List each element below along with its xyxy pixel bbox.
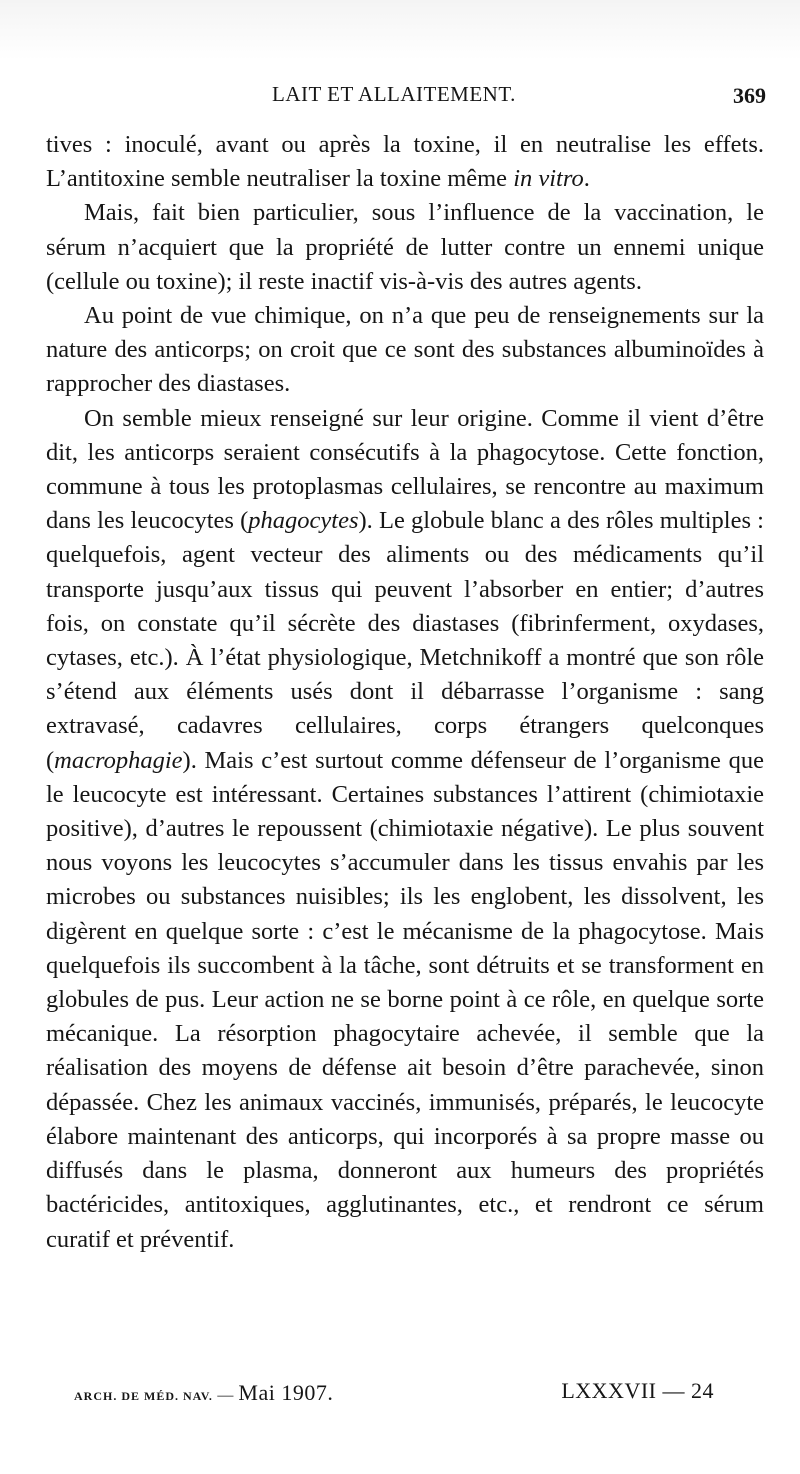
journal-name: ARCH. DE MÉD. NAV. [74,1389,213,1403]
paragraph: On semble mieux renseigné sur leur origine. Comme il vient d’être dit, les anticorps seraient consécutifs à la phagocytose. Cette fonction, commune à tous les protoplasmas cellulaires, se rencontre au maximum dans les leucocytes (phagocytes). Le globule blanc a des rôles multiples : quelquefois, agent vecteur des aliments ou des médicaments qu’il transporte jusqu’aux tissus qui peuvent l’absorber en entier; d’autres fois, on constate qu’il sécrète des diastases (fibrinferment, oxydases, cytases, etc.). À l’état physiologique, Metchnikoff a montré que son rôle s’étend aux éléments usés dont il débarrasse l’organisme : sang extravasé, cadavres cellulaires, corps étrangers quelconques (macrophagie). Mais c’est surtout comme défenseur de l’organisme que le leucocyte est intéressant. Certaines substances l’attirent (chimiotaxie positive), d’autres le repoussent (chimiotaxie négative). Le plus souvent nous voyons les leucocytes s’accumuler dans les tissus envahis par les microbes ou substances nuisibles; ils les englobent, les dissolvent, les digèrent en quelque sorte : c’est le mécanisme de la phagocytose. Mais quelquefois ils succombent à la tâche, sont détruits et se transforment en globules de pus. Leur action ne se borne point à ce rôle, en quelque sorte mécanique. La résorption phagocytaire achevée, il semble que la réalisation des moyens de défense ait besoin d’être parachevée, sinon dépassée. Chez les animaux vaccinés, immunisés, préparés, le leucocyte élabore maintenant des anticorps, qui incorporés à sa propre masse ou diffusés dans le plasma, donneront aux humeurs des propriétés bactéricides, antitoxiques, agglutinantes, etc., et rendront ce sérum curatif et préventif. [46,404,764,1253]
paragraph: Au point de vue chimique, on n’a que peu de renseignements sur la nature des anticorps; on croit que ce sont des substances albuminoïdes à rapprocher des diastases. [46,302,764,398]
page-top-shading [0,0,800,60]
issue-date: Mai 1907. [238,1380,334,1405]
paragraph: Mais, fait bien particulier, sous l’influence de la vaccination, le sérum n’acquiert que la propriété de lutter contre un ennemi unique (cellule ou toxine); il reste inactif vis-à-vis des autres agents. [46,199,764,295]
italic-term: phagocytes [248,507,359,535]
volume-signature: LXXXVII — 24 [561,1378,714,1403]
footer-dash: — [217,1387,234,1404]
page-footer [74,1380,714,1410]
body-text [46,128,764,1257]
italic-term: in vitro [513,165,584,193]
journal-citation [74,1380,333,1406]
paragraph: tives : inoculé, avant ou après la toxine, il en neutralise les effets. L’antitoxine semble neutraliser la toxine même in vitro. [46,131,764,193]
italic-term: macrophagie [54,746,183,774]
page-number: 369 [733,83,766,108]
page-header [46,82,766,122]
running-title: LAIT ET ALLAITEMENT. [272,82,516,106]
